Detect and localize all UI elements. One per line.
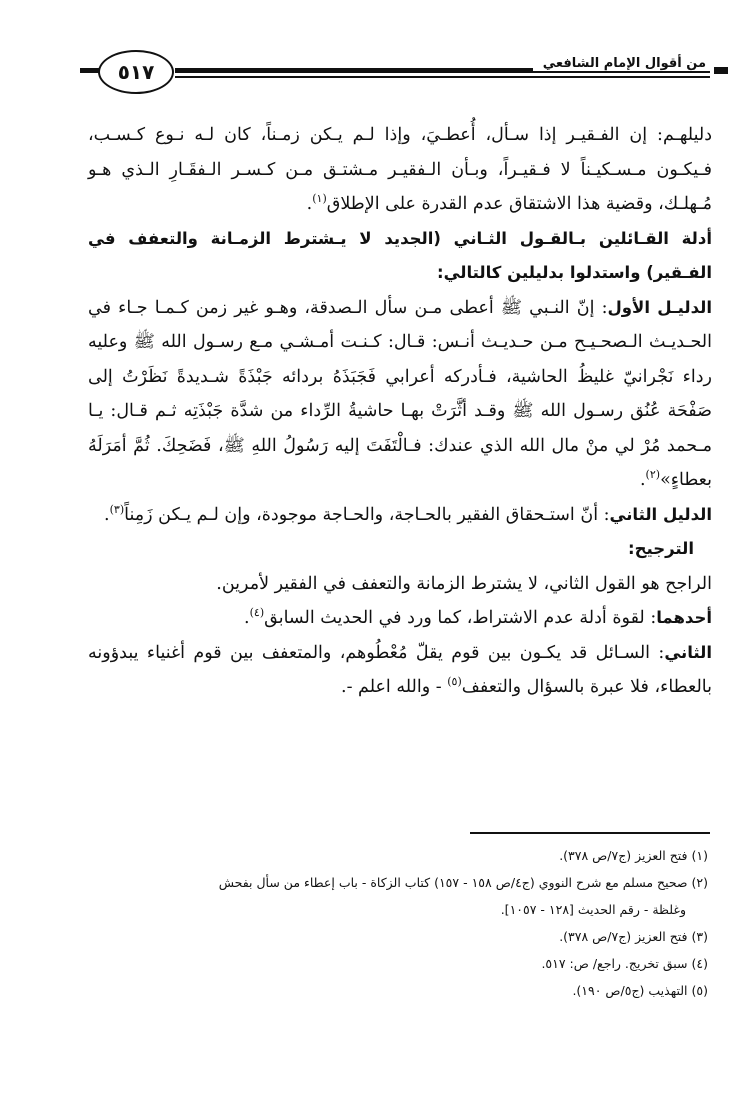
- section-heading-second-opinion: أدلة القـائلين بـالقـول الثـاني (الجديد لا يـشترط الزمـانة والتعفف في الفـقير) واستدلوا بدليلين كالتالي:: [88, 228, 712, 282]
- page-header: [80, 50, 710, 100]
- reason-2-label: الثاني: [664, 642, 712, 662]
- footnotes: [80, 842, 708, 1004]
- paragraph-evidence-2: الدليل الثاني: أنّ استـحقاق الفقير بالحـاجة، والحـاجة موجودة، وإن لـم يـكن زَمِناً$^{(٣)}$.: [104, 502, 712, 525]
- footnote-ref-3[interactable]: (٣): [109, 502, 125, 516]
- page-number: ٥١٧: [98, 50, 174, 94]
- footnote-separator: [470, 832, 710, 834]
- reason-1-label: أحدهما: [656, 608, 712, 627]
- main-text: [88, 118, 712, 705]
- footnote-ref-2[interactable]: (٢): [645, 468, 661, 482]
- footnote-2-continued: وغلظة - رقم الحديث [١٢٨ - ١٠٥٧].: [500, 902, 686, 917]
- footnote-2: (٢) صحيح مسلم مع شرح النووي (ج٤/ص ١٥٨ - ١٥٧) كتاب الزكاة - باب إعطاء من سأل بفحش: [218, 875, 708, 890]
- footnote-ref-1[interactable]: (١): [312, 192, 327, 206]
- evidence-1-label: الدليـل الأول: [607, 297, 712, 317]
- paragraph-evidence-first-opinion: دليلهـم: إن الفـقيـر إذا سـأل، أُعطـيَ، وإذا لـم يـكن زمـناً، كان لـه نـوع كـسـب، فـيكـون مـسـكيـناً لا فـقيـراً، وبـأن الـفقيـر مـشتـق مـن كـسـر الـفقَـارِ الـذي هـو مُـهلـك، وقضية هذا الاشتقاق عدم القدرة على الإطلاق$^{(١)}$.: [88, 125, 712, 214]
- paragraph-reason-2: الثاني: السـائل قد يكـون بين قوم يقلّ مُعْطُوهم، والمتعفف بين قوم أغنياء يبدؤونه بالعطاء، فلا عبرة بالسؤال والتعفف$^{(٥)}$ - والله اعلم -.: [88, 642, 712, 697]
- paragraph-evidence-1: الدليـل الأول: إنّ النـبي ﷺ أعطى مـن سأل الـصدقة، وهـو غير زمن كـمـا جـاء في الحـديـث الـصحـيـح مـن حـديـث أنـس: قـال: كـنـت أمـشـي مـع رسـول الله ﷺ وعليه رداء نَجْرانيّ غليظُ الحاشية، فـأدركه أعرابي فَجَبَذَهُ بردائه جَبْذَةً شـديدةً نَظَرْتُ إلى صَفْحَة عُنُق رسـول الله ﷺ وقـد أثَّرَتْ بهـا حاشيةُ الرِّداء من شدَّة جَبْذَتِه ثـم قـال: يـا مـحمد مُرْ لي منْ مال الله الذي عندك: فـالْتَفَتَ إليه رَسُولُ اللهِ ﷺ، فَضَحِكَ. ثُمَّ أمَرَلَهُ بعطاءٍ»$^{(٢)}$.: [88, 297, 712, 490]
- footnote-3: (٣) فتح العزيز (ج٧/ص ٣٧٨).: [559, 929, 708, 944]
- footnote-5: (٥) التهذيب (ج٥/ص ١٩٠).: [572, 983, 708, 998]
- footnote-ref-4[interactable]: (٤): [249, 606, 265, 620]
- tarjih-heading: الترجيح:: [628, 539, 694, 558]
- paragraph-reason-1: أحدهما: لقوة أدلة عدم الاشتراط، كما ورد في الحديث السابق$^{(٤)}$.: [244, 606, 712, 628]
- footnote-4: (٤) سبق تخريج. راجع/ ص: ٥١٧.: [541, 956, 708, 971]
- footnote-1: (١) فتح العزيز (ج٧/ص ٣٧٨).: [559, 848, 708, 863]
- header-rule-thin: [175, 76, 710, 78]
- header-right-bar: [714, 67, 728, 74]
- evidence-2-label: الدليل الثاني: [609, 504, 712, 524]
- running-title: من أقوال الإمام الشافعي: [533, 56, 710, 71]
- footnote-ref-5[interactable]: (٥): [447, 675, 462, 689]
- paragraph-tarjih: الراجح هو القول الثاني، لا يشترط الزمانة والتعفف في الفقير لأمرين.: [216, 573, 712, 594]
